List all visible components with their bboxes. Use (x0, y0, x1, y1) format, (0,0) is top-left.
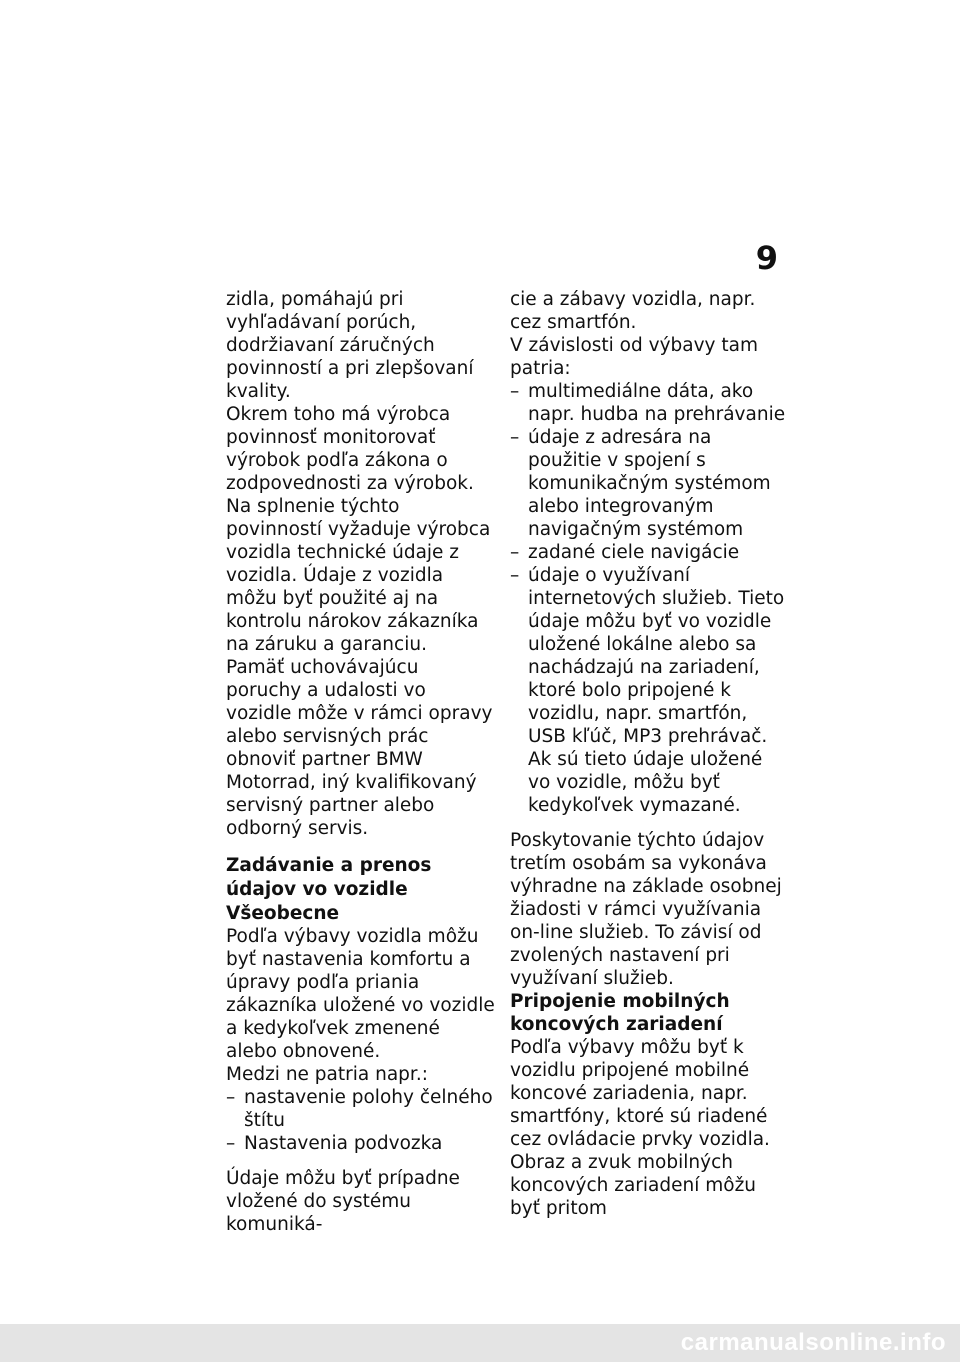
paragraph: Medzi ne patria napr.: (226, 1064, 428, 1085)
list-item: – údaje z adresára na použitie v spojení s komunikačným systémom alebo integrovaným navigačným systémom (510, 426, 790, 541)
subsection-heading: Všeobecne (226, 903, 340, 924)
settings-list (226, 1086, 496, 1155)
list-item: – multimediálne dáta, ako napr. hudba na prehrávanie (510, 380, 790, 426)
list-item: – údaje o využívaní internetových služieb. Tieto údaje môžu byť vo vozidle uložené lokálne alebo sa nachádzajú na zariadení, ktoré bolo pripojené k vozidlu, napr. smartfón, USB kľúč, MP3 prehrávač. Ak sú tieto údaje uložené vo vozidle, môžu byť kedykoľvek vymazané. (510, 564, 790, 817)
paragraph: Podľa výbavy vozidla môžu byť nastavenia komfortu a úpravy podľa priania zákazníka uložené vo vozidle a kedykoľvek zmenené alebo obnovené. (226, 926, 495, 1062)
paragraph: Podľa výbavy môžu byť k vozidlu pripojené mobilné koncové zariadenia, napr. smartfóny, ktoré sú riadené cez ovládacie prvky vozidla. (510, 1037, 770, 1150)
left-column (226, 288, 496, 1236)
list-item: – zadané ciele navigácie (510, 541, 790, 564)
paragraph: cie a zábavy vozidla, napr. cez smartfón. (510, 289, 756, 333)
paragraph: Okrem toho má výrobca povinnosť monitorovať výrobok podľa zákona o zodpovednosti za výrobok. Na splnenie týchto povinností vyžaduje výrobca vozidla technické údaje z vozidla. Údaje z vozidla môžu byť použité aj na kontrolu nárokov zákazníka na záruku a garanciu. (226, 404, 491, 655)
section-heading: Pripojenie mobilných koncových zariadení (510, 991, 730, 1035)
paragraph: Údaje môžu byť prípadne vložené do systému komuniká- (226, 1168, 460, 1235)
page-number: 9 (755, 239, 778, 277)
watermark: carmanualsonline.info (0, 1324, 960, 1362)
data-types-list (510, 380, 790, 817)
paragraph: zidla, pomáhajú pri vyhľadávaní porúch, dodržiavaní záručných povinností a pri zlepšovaní kvality. (226, 289, 474, 402)
right-column (510, 288, 790, 1220)
paragraph: V závislosti od výbavy tam patria: (510, 335, 758, 379)
paragraph: Pamäť uchovávajúcu poruchy a udalosti vo vozidle môže v rámci opravy alebo servisných prác obnoviť partner BMW Motorrad, iný kvalifikovaný servisný partner alebo odborný servis. (226, 657, 493, 839)
list-item: – Nastavenia podvozka (226, 1132, 496, 1155)
paragraph: Obraz a zvuk mobilných koncových zariadení môžu byť pritom (510, 1152, 757, 1219)
paragraph: Poskytovanie týchto údajov tretím osobám sa vykonáva výhradne na základe osobnej žiadosti v rámci využívania on-line služieb. To závisí od zvolených nastavení pri využívaní služieb. (510, 830, 782, 989)
section-heading: Zadávanie a prenos údajov vo vozidle (226, 855, 432, 900)
list-item: – nastavenie polohy čelného štítu (226, 1086, 496, 1132)
